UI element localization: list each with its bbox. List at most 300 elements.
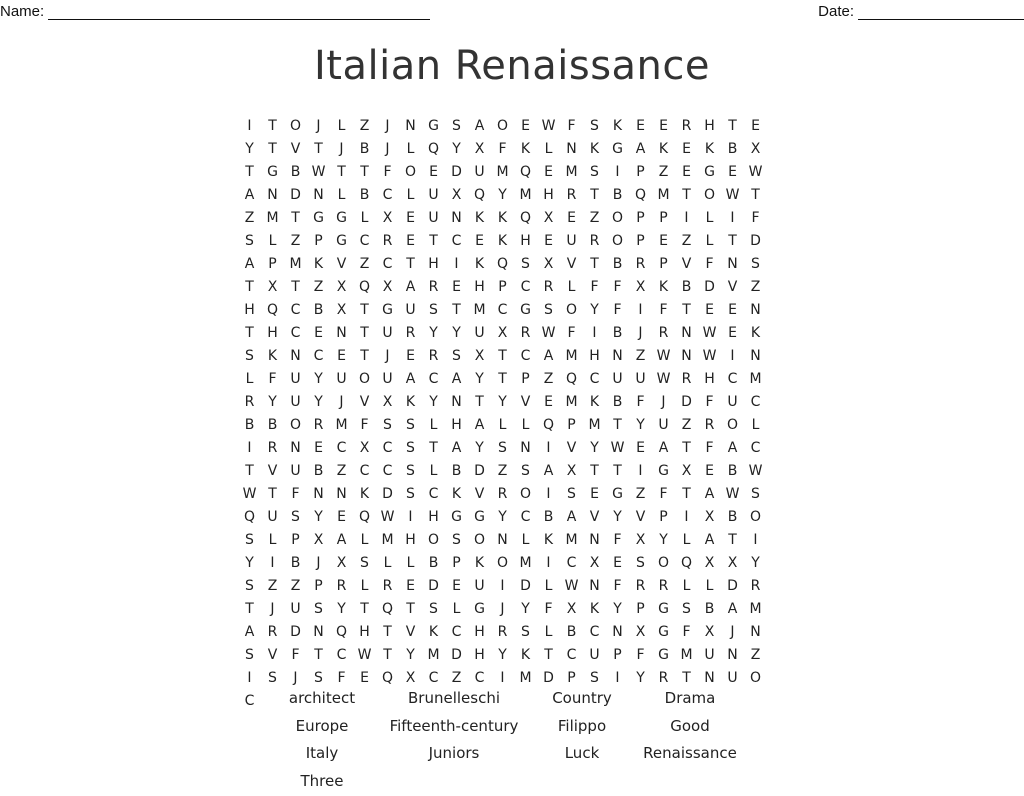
grid-letter[interactable]: S [422,597,445,620]
grid-letter[interactable]: C [560,551,583,574]
grid-letter[interactable]: O [698,183,721,206]
grid-letter[interactable]: E [629,114,652,137]
grid-letter[interactable]: E [721,160,744,183]
grid-letter[interactable]: K [514,137,537,160]
grid-letter[interactable]: U [284,367,307,390]
grid-letter[interactable]: D [468,459,491,482]
grid-letter[interactable]: B [721,459,744,482]
grid-letter[interactable]: Y [652,528,675,551]
grid-letter[interactable]: H [422,505,445,528]
grid-letter[interactable]: E [468,229,491,252]
grid-letter[interactable]: B [307,459,330,482]
grid-letter[interactable]: Y [422,390,445,413]
grid-letter[interactable]: N [675,321,698,344]
grid-letter[interactable]: K [261,344,284,367]
grid-letter[interactable]: T [353,597,376,620]
grid-letter[interactable]: R [629,574,652,597]
grid-letter[interactable]: M [422,643,445,666]
grid-letter[interactable]: Z [284,574,307,597]
grid-letter[interactable]: K [744,321,767,344]
grid-letter[interactable]: T [307,643,330,666]
grid-letter[interactable]: M [560,528,583,551]
grid-letter[interactable]: P [560,666,583,689]
grid-letter[interactable]: M [675,643,698,666]
grid-letter[interactable]: U [468,321,491,344]
grid-letter[interactable]: X [537,252,560,275]
grid-letter[interactable]: T [583,459,606,482]
grid-letter[interactable]: C [422,367,445,390]
grid-letter[interactable]: G [652,459,675,482]
grid-letter[interactable]: I [537,482,560,505]
grid-letter[interactable]: T [675,482,698,505]
grid-letter[interactable]: Q [629,183,652,206]
grid-letter[interactable]: Z [744,643,767,666]
grid-letter[interactable]: P [652,252,675,275]
grid-letter[interactable]: X [629,275,652,298]
grid-letter[interactable]: L [399,551,422,574]
grid-letter[interactable]: T [468,390,491,413]
grid-letter[interactable]: E [675,160,698,183]
grid-letter[interactable]: F [284,482,307,505]
grid-letter[interactable]: A [468,114,491,137]
grid-letter[interactable]: A [445,367,468,390]
grid-letter[interactable]: F [698,252,721,275]
grid-letter[interactable]: B [606,390,629,413]
grid-letter[interactable]: M [514,666,537,689]
grid-letter[interactable]: F [606,574,629,597]
grid-letter[interactable]: L [353,528,376,551]
grid-letter[interactable]: N [399,114,422,137]
grid-letter[interactable]: N [307,183,330,206]
grid-letter[interactable]: Z [583,206,606,229]
grid-letter[interactable]: T [399,597,422,620]
grid-letter[interactable]: G [468,597,491,620]
grid-letter[interactable]: O [721,413,744,436]
grid-letter[interactable]: K [514,643,537,666]
grid-letter[interactable]: X [560,459,583,482]
grid-letter[interactable]: R [629,252,652,275]
name-field[interactable] [0,3,430,20]
grid-letter[interactable]: H [238,298,261,321]
grid-letter[interactable]: F [330,666,353,689]
grid-letter[interactable]: F [698,436,721,459]
grid-letter[interactable]: F [652,298,675,321]
grid-letter[interactable]: R [675,367,698,390]
grid-letter[interactable]: G [330,229,353,252]
grid-letter[interactable]: K [583,137,606,160]
grid-letter[interactable]: E [399,206,422,229]
grid-letter[interactable]: W [721,183,744,206]
grid-letter[interactable]: E [353,666,376,689]
grid-letter[interactable]: M [514,183,537,206]
grid-letter[interactable]: F [744,206,767,229]
grid-letter[interactable]: B [284,160,307,183]
grid-letter[interactable]: A [537,459,560,482]
grid-letter[interactable]: B [721,137,744,160]
grid-letter[interactable]: K [583,390,606,413]
grid-letter[interactable]: A [698,528,721,551]
grid-letter[interactable]: B [422,551,445,574]
grid-letter[interactable]: K [698,137,721,160]
grid-letter[interactable]: L [422,459,445,482]
grid-letter[interactable]: U [422,206,445,229]
grid-letter[interactable]: S [445,344,468,367]
grid-letter[interactable]: R [376,574,399,597]
grid-letter[interactable]: X [330,551,353,574]
grid-letter[interactable]: B [675,275,698,298]
grid-letter[interactable]: V [261,459,284,482]
grid-letter[interactable]: R [514,321,537,344]
grid-letter[interactable]: T [238,597,261,620]
grid-letter[interactable]: P [491,275,514,298]
grid-letter[interactable]: M [261,206,284,229]
grid-letter[interactable]: K [422,620,445,643]
grid-letter[interactable]: D [445,160,468,183]
grid-letter[interactable]: T [721,528,744,551]
grid-letter[interactable]: T [422,436,445,459]
grid-letter[interactable]: Q [514,206,537,229]
grid-letter[interactable]: C [353,459,376,482]
grid-letter[interactable]: H [468,275,491,298]
grid-letter[interactable]: G [376,298,399,321]
grid-letter[interactable]: H [537,183,560,206]
grid-letter[interactable]: A [652,436,675,459]
grid-letter[interactable]: N [445,206,468,229]
grid-letter[interactable]: I [238,666,261,689]
grid-letter[interactable]: P [445,551,468,574]
grid-letter[interactable]: M [583,413,606,436]
grid-letter[interactable]: U [422,183,445,206]
grid-letter[interactable]: T [261,482,284,505]
grid-letter[interactable]: A [445,436,468,459]
grid-letter[interactable]: N [583,574,606,597]
grid-letter[interactable]: H [698,114,721,137]
grid-letter[interactable]: D [284,620,307,643]
grid-letter[interactable]: A [330,528,353,551]
grid-letter[interactable]: T [238,160,261,183]
grid-letter[interactable]: F [606,298,629,321]
grid-letter[interactable]: Q [353,505,376,528]
grid-letter[interactable]: L [675,528,698,551]
grid-letter[interactable]: S [629,551,652,574]
grid-letter[interactable]: R [652,321,675,344]
grid-letter[interactable]: Y [606,597,629,620]
grid-letter[interactable]: V [353,390,376,413]
grid-letter[interactable]: U [698,643,721,666]
grid-letter[interactable]: K [491,206,514,229]
grid-letter[interactable]: L [514,528,537,551]
grid-letter[interactable]: L [445,597,468,620]
grid-letter[interactable]: V [468,482,491,505]
grid-letter[interactable]: T [307,137,330,160]
grid-letter[interactable]: Y [583,298,606,321]
grid-letter[interactable]: X [698,505,721,528]
grid-letter[interactable]: S [744,252,767,275]
grid-letter[interactable]: W [721,482,744,505]
grid-letter[interactable]: F [376,160,399,183]
grid-letter[interactable]: U [606,367,629,390]
grid-letter[interactable]: W [353,643,376,666]
grid-letter[interactable]: A [721,436,744,459]
grid-letter[interactable]: R [744,574,767,597]
grid-letter[interactable]: J [307,114,330,137]
grid-letter[interactable]: E [721,298,744,321]
grid-letter[interactable]: K [652,137,675,160]
grid-letter[interactable]: C [560,643,583,666]
grid-letter[interactable]: O [353,367,376,390]
grid-letter[interactable]: Y [307,505,330,528]
grid-letter[interactable]: K [399,390,422,413]
grid-letter[interactable]: D [721,574,744,597]
grid-letter[interactable]: B [238,413,261,436]
grid-letter[interactable]: N [698,666,721,689]
grid-letter[interactable]: U [583,643,606,666]
grid-letter[interactable]: Y [468,436,491,459]
grid-letter[interactable]: C [238,689,261,712]
grid-letter[interactable]: Z [491,459,514,482]
grid-letter[interactable]: T [583,183,606,206]
grid-letter[interactable]: U [399,298,422,321]
grid-letter[interactable]: Y [606,505,629,528]
grid-letter[interactable]: X [583,551,606,574]
grid-letter[interactable]: X [698,620,721,643]
grid-letter[interactable]: C [583,367,606,390]
grid-letter[interactable]: T [537,643,560,666]
grid-letter[interactable]: S [583,114,606,137]
grid-letter[interactable]: S [238,528,261,551]
grid-letter[interactable]: I [721,344,744,367]
grid-letter[interactable]: B [537,505,560,528]
grid-letter[interactable]: P [629,206,652,229]
grid-letter[interactable]: A [399,367,422,390]
grid-letter[interactable]: Z [675,229,698,252]
grid-letter[interactable]: S [238,574,261,597]
grid-letter[interactable]: P [629,229,652,252]
grid-letter[interactable]: S [261,666,284,689]
grid-letter[interactable]: E [629,436,652,459]
grid-letter[interactable]: X [491,321,514,344]
grid-letter[interactable]: K [652,275,675,298]
grid-letter[interactable]: I [445,252,468,275]
grid-letter[interactable]: O [491,551,514,574]
grid-letter[interactable]: T [376,643,399,666]
grid-letter[interactable]: K [491,229,514,252]
grid-letter[interactable]: L [537,137,560,160]
grid-letter[interactable]: E [399,229,422,252]
grid-letter[interactable]: O [399,160,422,183]
grid-letter[interactable]: G [606,482,629,505]
grid-letter[interactable]: W [537,321,560,344]
grid-letter[interactable]: J [284,666,307,689]
grid-letter[interactable]: K [537,528,560,551]
grid-letter[interactable]: T [284,206,307,229]
grid-letter[interactable]: X [376,390,399,413]
grid-letter[interactable]: U [721,390,744,413]
grid-letter[interactable]: L [399,137,422,160]
grid-letter[interactable]: T [238,275,261,298]
grid-letter[interactable]: W [606,436,629,459]
grid-letter[interactable]: Q [261,298,284,321]
grid-letter[interactable]: S [445,114,468,137]
grid-letter[interactable]: Y [583,436,606,459]
grid-letter[interactable]: S [583,160,606,183]
grid-letter[interactable]: Y [261,390,284,413]
grid-letter[interactable]: U [284,459,307,482]
grid-letter[interactable]: T [675,298,698,321]
grid-letter[interactable]: Z [238,206,261,229]
grid-letter[interactable]: S [422,298,445,321]
grid-letter[interactable]: I [629,459,652,482]
grid-letter[interactable]: R [261,436,284,459]
grid-letter[interactable]: T [422,229,445,252]
grid-letter[interactable]: Z [629,344,652,367]
grid-letter[interactable]: I [744,528,767,551]
grid-letter[interactable]: C [514,344,537,367]
grid-letter[interactable]: O [284,114,307,137]
grid-letter[interactable]: J [330,137,353,160]
grid-letter[interactable]: S [353,551,376,574]
grid-letter[interactable]: E [698,298,721,321]
grid-letter[interactable]: U [721,666,744,689]
grid-letter[interactable]: K [445,482,468,505]
grid-letter[interactable]: E [583,482,606,505]
grid-letter[interactable]: N [744,344,767,367]
grid-letter[interactable]: N [514,436,537,459]
grid-letter[interactable]: P [652,505,675,528]
grid-letter[interactable]: Q [675,551,698,574]
grid-letter[interactable]: X [330,275,353,298]
grid-letter[interactable]: A [238,252,261,275]
grid-letter[interactable]: B [721,505,744,528]
grid-letter[interactable]: C [422,482,445,505]
grid-letter[interactable]: C [307,344,330,367]
grid-letter[interactable]: E [560,206,583,229]
grid-letter[interactable]: E [537,160,560,183]
grid-letter[interactable]: V [583,505,606,528]
grid-letter[interactable]: X [307,528,330,551]
grid-letter[interactable]: X [698,551,721,574]
grid-letter[interactable]: O [744,505,767,528]
grid-letter[interactable]: F [560,114,583,137]
grid-letter[interactable]: Q [353,275,376,298]
grid-letter[interactable]: G [652,643,675,666]
grid-letter[interactable]: Y [629,413,652,436]
grid-letter[interactable]: T [721,229,744,252]
grid-letter[interactable]: R [330,574,353,597]
grid-letter[interactable]: O [284,413,307,436]
grid-letter[interactable]: D [445,643,468,666]
grid-letter[interactable]: H [468,620,491,643]
grid-letter[interactable]: I [491,574,514,597]
grid-letter[interactable]: M [330,413,353,436]
grid-letter[interactable]: L [330,183,353,206]
grid-letter[interactable]: E [652,229,675,252]
grid-letter[interactable]: F [583,275,606,298]
grid-letter[interactable]: T [353,344,376,367]
grid-letter[interactable]: F [675,620,698,643]
grid-letter[interactable]: M [284,252,307,275]
grid-letter[interactable]: T [445,298,468,321]
grid-letter[interactable]: Q [560,367,583,390]
grid-letter[interactable]: W [560,574,583,597]
grid-letter[interactable]: Q [422,137,445,160]
grid-letter[interactable]: C [744,436,767,459]
grid-letter[interactable]: Y [468,367,491,390]
grid-letter[interactable]: V [675,252,698,275]
grid-letter[interactable]: T [491,367,514,390]
grid-letter[interactable]: C [284,321,307,344]
grid-letter[interactable]: S [238,229,261,252]
grid-letter[interactable]: L [261,528,284,551]
grid-letter[interactable]: I [238,114,261,137]
grid-letter[interactable]: V [560,436,583,459]
grid-letter[interactable]: A [698,482,721,505]
grid-letter[interactable]: F [629,643,652,666]
grid-letter[interactable]: S [307,666,330,689]
grid-letter[interactable]: B [606,252,629,275]
grid-letter[interactable]: Q [514,160,537,183]
grid-letter[interactable]: B [445,459,468,482]
grid-letter[interactable]: T [284,275,307,298]
grid-letter[interactable]: I [606,160,629,183]
grid-letter[interactable]: C [330,643,353,666]
grid-letter[interactable]: A [238,183,261,206]
grid-letter[interactable]: I [629,298,652,321]
grid-letter[interactable]: R [238,390,261,413]
grid-letter[interactable]: Y [491,643,514,666]
grid-letter[interactable]: J [629,321,652,344]
grid-letter[interactable]: C [376,183,399,206]
grid-letter[interactable]: R [491,482,514,505]
grid-letter[interactable]: Z [652,160,675,183]
grid-letter[interactable]: G [698,160,721,183]
grid-letter[interactable]: P [629,160,652,183]
grid-letter[interactable]: D [376,482,399,505]
grid-letter[interactable]: M [560,344,583,367]
grid-letter[interactable]: E [537,390,560,413]
grid-letter[interactable]: E [537,229,560,252]
grid-letter[interactable]: Q [376,597,399,620]
grid-letter[interactable]: G [307,206,330,229]
grid-letter[interactable]: K [468,252,491,275]
grid-letter[interactable]: N [583,528,606,551]
grid-letter[interactable]: P [307,229,330,252]
grid-letter[interactable]: O [422,528,445,551]
grid-letter[interactable]: E [445,574,468,597]
grid-letter[interactable]: T [606,413,629,436]
grid-letter[interactable]: S [583,666,606,689]
grid-letter[interactable]: J [652,390,675,413]
grid-letter[interactable]: L [353,574,376,597]
grid-letter[interactable]: C [353,229,376,252]
grid-letter[interactable]: K [468,206,491,229]
grid-letter[interactable]: E [307,321,330,344]
grid-letter[interactable]: T [238,321,261,344]
grid-letter[interactable]: J [491,597,514,620]
grid-letter[interactable]: L [376,551,399,574]
grid-letter[interactable]: B [307,298,330,321]
grid-letter[interactable]: L [744,413,767,436]
grid-letter[interactable]: W [238,482,261,505]
grid-letter[interactable]: V [721,275,744,298]
grid-letter[interactable]: T [744,183,767,206]
grid-letter[interactable]: U [284,390,307,413]
grid-letter[interactable]: T [376,620,399,643]
grid-letter[interactable]: M [744,367,767,390]
grid-letter[interactable]: R [491,620,514,643]
grid-letter[interactable]: Q [376,666,399,689]
grid-letter[interactable]: S [445,528,468,551]
